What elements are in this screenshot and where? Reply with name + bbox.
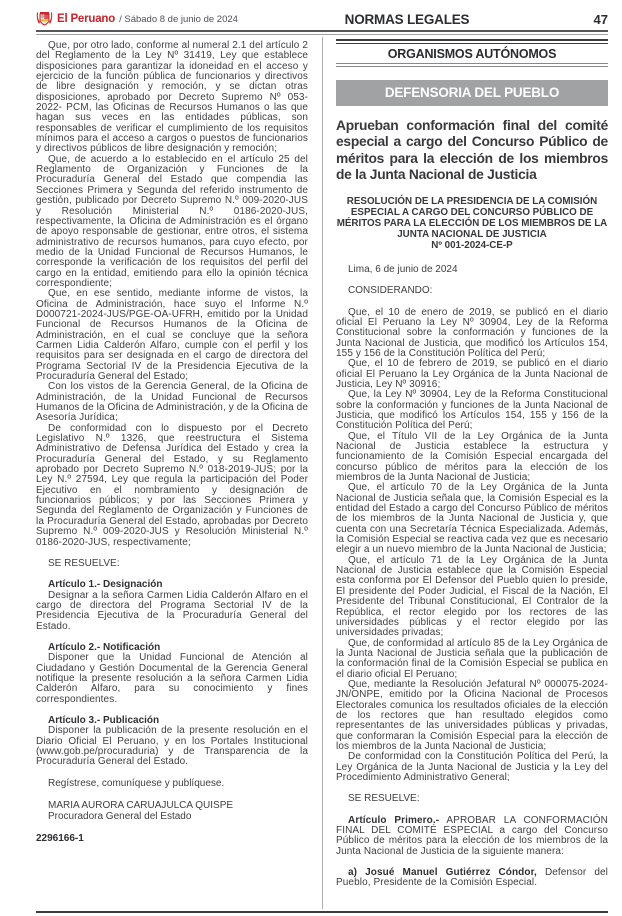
considering-paragraph: Que, por otro lado, conforme al numeral 2.1 del artículo 2 del Reglamento de la Ley Nº 31419, Ley que establece disposiciones para garantizar la idoneidad en el acceso y ejercicio de la función pública de funcionarios y directivos de libre designación y remoción, y se dictan otras disposiciones, aprobado por Decreto Supremo Nº 053-2022- PCM, las Oficinas de Recursos Humanos o las que hagan sus veces en las entidades públicas, son responsables de verificar el cumplimiento de los requisitos mínimos para el acceso a cargos o puestos de funcionarios y directivos públicos de libre designación y remoción; <box>36 40 308 155</box>
resolution-number: Nº 001-2024-CE-P <box>431 240 513 252</box>
column-divider <box>322 37 323 909</box>
considering-paragraph: De conformidad con lo dispuesto por el Decreto Legislativo N.º 1326, que reestructura el Sistema Administrativo de Defensa Jurídica del Estado y crea la Procuraduría General del Estado, y su Reglamento aprobado por Decreto Supremo N.º 018-2019-JUS; por la Ley N.º 27594, Ley que regula la participación del Poder Ejecutivo en el nombramiento y designación de funcionarios públicos; y por las Secciones Primera y Segunda del Reglamento de Organización y Funciones de la Procuraduría General del Estado, aprobadas por Decreto Supremo N.º 009-2020-JUS y Resolución Ministerial N.º 0186-2020-JUS, respectivamente; <box>36 422 308 548</box>
considering-paragraph: Que, el 10 de febrero de 2019, se publicó en el diario oficial El Peruano la Ley Orgánica de la Junta Nacional de Justicia, Ley Nº 30916; <box>336 358 608 390</box>
article-title: Aprueban conformación final del comité especial a cargo del Concurso Público de méritos para la elección de los miembros de la Junta Nacional de Justicia <box>336 118 608 182</box>
resolve-label: SE RESUELVE: <box>48 557 120 569</box>
two-column-body <box>36 37 608 909</box>
masthead-rule <box>36 30 608 35</box>
resolve-label: SE RESUELVE: <box>348 793 420 805</box>
considering-paragraph: Que, en ese sentido, mediante informe de vistos, la Oficina de Administración, hace suyo el Informe N.º D000721-2024-JUS/PGE-OA-UFRH, emitido por la Unidad Funcional de Recursos Humanos de la Oficina de Administración, en el cual se concluye que la señora Carmen Lidia Calderón Alfaro, cumple con el perfil y los requisitos para ser designada en el cargo de directora del Programa Sectorial IV de la Presidencia Ejecutiva de la Procuraduría General del Estado; <box>36 288 308 382</box>
dateline: Lima, 6 de junio de 2024 <box>348 264 458 276</box>
signoff-line: Regístrese, comuníquese y publíquese. <box>48 777 225 789</box>
considering-paragraph: Que, de acuerdo a lo establecido en el artículo 25 del Reglamento de Organización y Funciones de la Procuraduría General del Estado que compendia las Secciones Primera y Segunda del referido instrumento de gestión, publicado por Decreto Supremo N.º 009-2020-JUS y Resolución Ministerial N.º 0186-2020-JUS, respectivamente, la Oficina de Administración es el órgano de apoyo responsable de gestionar, entre otros, el sistema administrativo de recursos humanos, para cuyo efecto, por medio de la Unidad Funcional de Recursos Humanos, le corresponde la verificación de los requisitos del perfil del cargo en la entidad, emitiendo para ello la opinión técnica correspondiente; <box>36 153 308 289</box>
section-header-bottom-rule <box>336 63 608 67</box>
considering-paragraph: Que, mediante la Resolución Jefatural Nº 000075-2024-JN/ONPE, emitido por la Oficina Nacional de Procesos Electorales comunica los resultados oficiales de la elección de los rectores que han resultado elegidos como representantes de las universidades públicas y privadas, que conformaran la Comisión Especial para la elección de los miembros de la Junta Nacional de Justicia; <box>336 678 608 752</box>
right-column <box>336 37 608 909</box>
considering-label: CONSIDERANDO: <box>348 285 433 297</box>
considering-paragraph: Que, el 10 de enero de 2019, se publicó en el diario oficial El Peruano la Ley Nº 30904, Ley de la Reforma Constitucional sobre la conformación y funciones de la Junta Nacional de Justicia, que modificó los Artículos 154, 155 y 156 de la Constitución Política del Perú; <box>336 306 608 359</box>
notice-id: 2296166-1 <box>36 833 84 845</box>
agency-banner: DEFENSORIA DEL PUEBLO <box>336 80 608 106</box>
article-first <box>336 816 608 857</box>
article-2-body: Disponer que la Unidad Funcional de Atención al Ciudadano y Gestión Documental de la Gerencia General notifique la presente resolución a la señora Carmen Lidia Calderón Alfaro, para su conocimiento y fines correspondientes. <box>36 652 308 705</box>
considering-paragraph: Que, el artículo 70 de la Ley Orgánica de la Junta Nacional de Justicia señala que, la Comisión Especial es la entidad del Estado a cargo del Concurso Público de méritos de los miembros de la Junta Nacional de Justicia y, que cuenta con una Secretaría Técnica Especializada. Además, la Comisión Especial se reactiva cada vez que es necesario elegir a un nuevo miembro de la Junta Nacional de Justicia; <box>336 482 608 556</box>
member-a-name: a) Josué Manuel Gutiérrez Cóndor, <box>348 867 537 879</box>
masthead <box>36 8 608 30</box>
page-number: 47 <box>593 11 608 27</box>
article-1-body: Designar a la señora Carmen Lidia Calderón Alfaro en el cargo de directora del Programa Sectorial IV de la Presidencia Ejecutiva de la Procuraduría General del Estado. <box>36 589 308 632</box>
considering-paragraph: De conformidad con la Constitución Política del Perú, la Ley Orgánica de la Junta Nacional de Justicia y la Ley del Procedimiento Administrativo General; <box>336 751 608 783</box>
issue-date: / Sábado 8 de junio de 2024 <box>119 13 238 25</box>
article-2-heading: Artículo 2.- Notificación <box>48 641 161 653</box>
considering-paragraph: Que, el artículo 71 de la Ley Orgánica de la Junta Nacional de Justicia establece que la Comisión Especial esta conforma por El Defensor del Pueblo quien lo preside, El presidente del Poder Judicial, el Fiscal de la Nación, El Presidente del Tribunal Constitucional, El Contralor de la República, el rector elegido por los rectores de las universidades públicas y el rector elegido por las universidades privadas; <box>336 554 608 639</box>
signature-name: MARIA AURORA CARUAJULCA QUISPE <box>48 800 234 812</box>
considering-paragraph: Que, el Título VII de la Ley Orgánica de la Junta Nacional de Justicia establece la estructura y funcionamiento de la Comisión Especial encargada del concurso público de méritos para la elección de los miembros de la Junta Nacional de Justicia; <box>336 430 608 484</box>
considering-paragraph: Con los vistos de la Gerencia General, de la Oficina de Administración, de la Unidad Funcional de Recursos Humanos de la Oficina de Administración, y de la Oficina de Asesoría Jurídica; <box>36 381 308 424</box>
peru-coat-of-arms-icon <box>36 11 53 27</box>
brand-name: El Peruano <box>57 13 116 25</box>
considering-paragraph: Que, la Ley Nº 30904, Ley de la Reforma Constitucional sobre la conformación y funciones de la Junta Nacional de Justicia, que modificó los Artículos 154, 155 y 156 de la Constitución Política del Perú; <box>336 389 608 432</box>
article-3-heading: Artículo 3.- Publicación <box>48 714 160 726</box>
article-3-body: Disponer la publicación de la presente resolución en el Diario Oficial El Peruano, y en los Portales Institucional (www.gob.pe/procuraduria) y de Transparencia de la Procuraduría General del Estado. <box>36 725 308 768</box>
member-item-a <box>336 868 608 889</box>
article-1-heading: Artículo 1.- Designación <box>48 579 163 591</box>
brand-block <box>36 11 266 27</box>
article-first-lead: Artículo Primero.- <box>348 814 440 826</box>
section-header <box>336 39 608 67</box>
article-first-body: APROBAR LA CONFORMACIÓN FINAL DEL COMITÉ ESPECIAL a cargo del Concurso Público de méritos para la elección de los miembros de la Junta Nacional de Justicia de la siguiente manera: <box>336 814 608 857</box>
section-header-label: ORGANISMOS AUTÓNOMOS <box>387 47 557 61</box>
signature-title: Procuradora General del Estado <box>48 811 192 823</box>
left-column <box>36 37 308 909</box>
considering-paragraph: Que, de conformidad al artículo 85 de la Ley Orgánica de la Junta Nacional de Justicia señala que la publicación de la conformación final de la Comisión Especial se publica en el diario oficial El Peruano; <box>336 637 608 680</box>
page-bottom-rule <box>36 911 608 914</box>
masthead-title: NORMAS LEGALES <box>344 11 470 27</box>
member-a-role: Defensor del Pueblo, Presidente de la Comisión Especial. <box>336 867 608 889</box>
resolution-heading: RESOLUCIÓN DE LA PRESIDENCIA DE LA COMISIÓN ESPECIAL A CARGO DEL CONCURSO PÚBLICO DE MÉRITOS PARA LA ELECCIÓN DE LOS MIEMBROS DE LA JUNTA NACIONAL DE JUSTICIA <box>336 196 608 241</box>
